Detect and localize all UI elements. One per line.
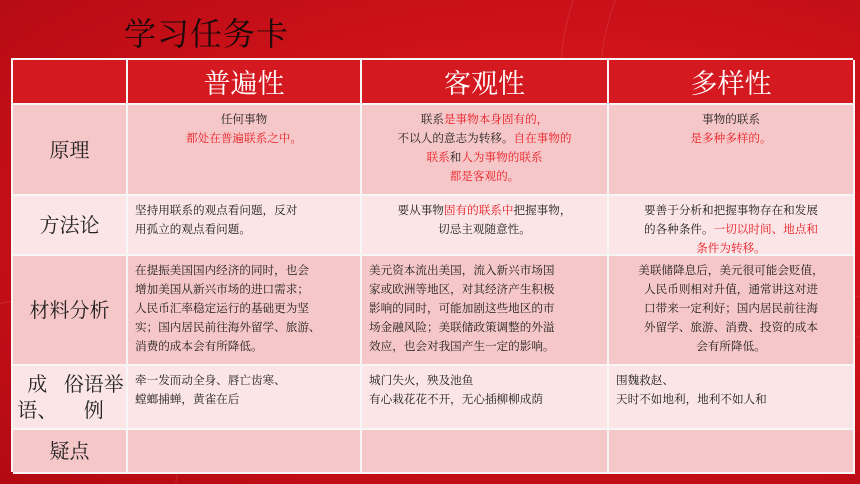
cell-material-analysis-diversity: [609, 256, 855, 366]
text-line: [369, 337, 600, 356]
row-header-idiom-examples: [13, 366, 128, 430]
highlighted-text: 固有的联系中: [443, 203, 514, 217]
row-header-principle: [13, 105, 128, 196]
cell-material-analysis-universality: [128, 256, 362, 366]
text-line: [135, 280, 353, 299]
text-line: [369, 371, 600, 390]
body-text: 人民币汇率稳定运行的基础更为坚: [135, 301, 309, 315]
cell-doubts-objectivity: [362, 430, 609, 474]
body-text: 不以人的意志为转移。: [397, 131, 514, 145]
body-text: 增加美国从新兴市场的进口需求；: [135, 282, 309, 296]
cell-idiom-examples-universality: [128, 366, 362, 430]
body-text: 口带来一定利好；国内居民前往海: [644, 301, 818, 315]
text-line: [616, 371, 846, 390]
body-text: 美元资本流出美国，流入新兴市场国: [369, 263, 555, 277]
body-text: 用孤立的观点看问题。: [135, 222, 251, 236]
body-text: 的各种条件。: [644, 222, 714, 236]
body-text: 要善于分析和把握事物存在和发展: [644, 203, 818, 217]
task-card-table: [11, 58, 853, 472]
body-text: 螳螂捕蝉，黄雀在后: [135, 392, 240, 406]
text-line: [616, 220, 846, 239]
highlighted-text: 条件为转移。: [696, 241, 766, 255]
cell-methodology-diversity: [609, 196, 855, 256]
row-header-text: 成语、: [17, 372, 58, 422]
highlighted-text: 都处在普遍联系之中。: [186, 131, 302, 145]
body-text: 实；国内居民前往海外留学、旅游、: [135, 320, 321, 334]
row-header-text: 材料分析: [29, 298, 110, 322]
row-header-methodology: [13, 196, 128, 256]
body-text: 坚持用联系的观点看问题，反对: [135, 203, 298, 217]
body-text: 人民币则相对升值，通常讲这对进: [644, 282, 818, 296]
body-text: 事物的联系: [702, 112, 760, 126]
text-line: [135, 261, 353, 280]
body-text: 有心栽花花不开，无心插柳柳成荫: [369, 392, 543, 406]
text-line: [135, 299, 353, 318]
body-text: 消费的成本会有所降低。: [135, 339, 263, 353]
body-text: 把握事物，: [513, 203, 572, 217]
text-line: [369, 148, 600, 167]
text-line: [369, 280, 600, 299]
text-line: [616, 280, 846, 299]
body-text: 美联储降息后，美元很可能会贬值，: [638, 263, 824, 277]
text-line: [369, 390, 600, 409]
cell-idiom-examples-diversity: [609, 366, 855, 430]
text-line: [369, 129, 600, 148]
body-text: 要从事物: [397, 203, 444, 217]
text-line: [135, 201, 353, 220]
body-text: 天时不如地利，地利不如人和: [616, 392, 767, 406]
text-line: [369, 299, 600, 318]
body-text: 影响的同时，可能加剧这些地区的市: [369, 301, 555, 315]
body-text: 城门失火，殃及池鱼: [369, 373, 474, 387]
cell-idiom-examples-objectivity: [362, 366, 609, 430]
text-line: [369, 110, 600, 129]
highlighted-text: 都是客观的。: [449, 169, 520, 183]
highlighted-text: 人为事物的联系: [461, 150, 543, 164]
column-header-objectivity: 客观性: [362, 60, 609, 105]
highlighted-text: 一切以时间、地点和: [713, 222, 818, 236]
text-line: [616, 129, 846, 148]
text-line: [135, 318, 353, 337]
text-line: [369, 167, 600, 186]
text-line: [369, 201, 600, 220]
highlighted-text: 联系: [426, 150, 450, 164]
title-band: [0, 0, 860, 58]
body-text: 牵一发而动全身、唇亡齿寒、: [135, 373, 286, 387]
body-text: 联系: [420, 112, 444, 126]
text-line: [135, 220, 353, 239]
body-text: 切忌主观随意性。: [438, 222, 531, 236]
body-text: 效应，也会对我国产生一定的影响。: [369, 339, 555, 353]
row-header-material-analysis: [13, 256, 128, 366]
cell-principle-universality: [128, 105, 362, 196]
body-text: 和: [449, 150, 462, 164]
text-line: [135, 390, 353, 409]
cell-doubts-universality: [128, 430, 362, 474]
text-line: [616, 261, 846, 280]
text-line: [369, 261, 600, 280]
body-text: 围魏救赵、: [616, 373, 674, 387]
text-line: [616, 390, 846, 409]
text-line: [616, 337, 846, 356]
text-line: [135, 129, 353, 148]
body-text: 在提振美国国内经济的同时，也会: [135, 263, 309, 277]
text-line: [616, 110, 846, 129]
highlighted-text: 是事物本身固有的，: [443, 112, 549, 126]
table-corner-cell: [13, 60, 128, 105]
cell-methodology-universality: [128, 196, 362, 256]
cell-principle-objectivity: [362, 105, 609, 196]
body-text: 外留学、旅游、消费、投资的成本: [644, 320, 818, 334]
text-line: [135, 337, 353, 356]
text-line: [616, 318, 846, 337]
text-line: [369, 220, 600, 239]
text-line: [369, 318, 600, 337]
column-header-universality: 普遍性: [128, 60, 362, 105]
row-header-text: 疑点: [49, 439, 90, 463]
cell-material-analysis-objectivity: [362, 256, 609, 366]
body-text: 家或欧洲等地区，对其经济产生积极: [369, 282, 555, 296]
text-line: [135, 371, 353, 390]
row-header-text: 原理: [49, 137, 90, 162]
text-line: [135, 110, 353, 129]
row-header-text: 方法论: [39, 213, 100, 237]
highlighted-text: 是多种多样的。: [690, 131, 772, 145]
row-header-doubts: [13, 430, 128, 474]
row-header-text: 俗语举例: [63, 372, 124, 422]
highlighted-text: 自在事物的: [513, 131, 572, 145]
text-line: [616, 201, 846, 220]
cell-methodology-objectivity: [362, 196, 609, 256]
cell-principle-diversity: [609, 105, 855, 196]
column-header-diversity: 多样性: [609, 60, 855, 105]
body-text: 会有所降低。: [696, 339, 766, 353]
body-text: 场金融风险；美联储政策调整的外溢: [369, 320, 555, 334]
page-title: 学习任务卡: [124, 15, 290, 53]
cell-doubts-diversity: [609, 430, 855, 474]
body-text: 任何事物: [220, 112, 268, 126]
text-line: [616, 299, 846, 318]
